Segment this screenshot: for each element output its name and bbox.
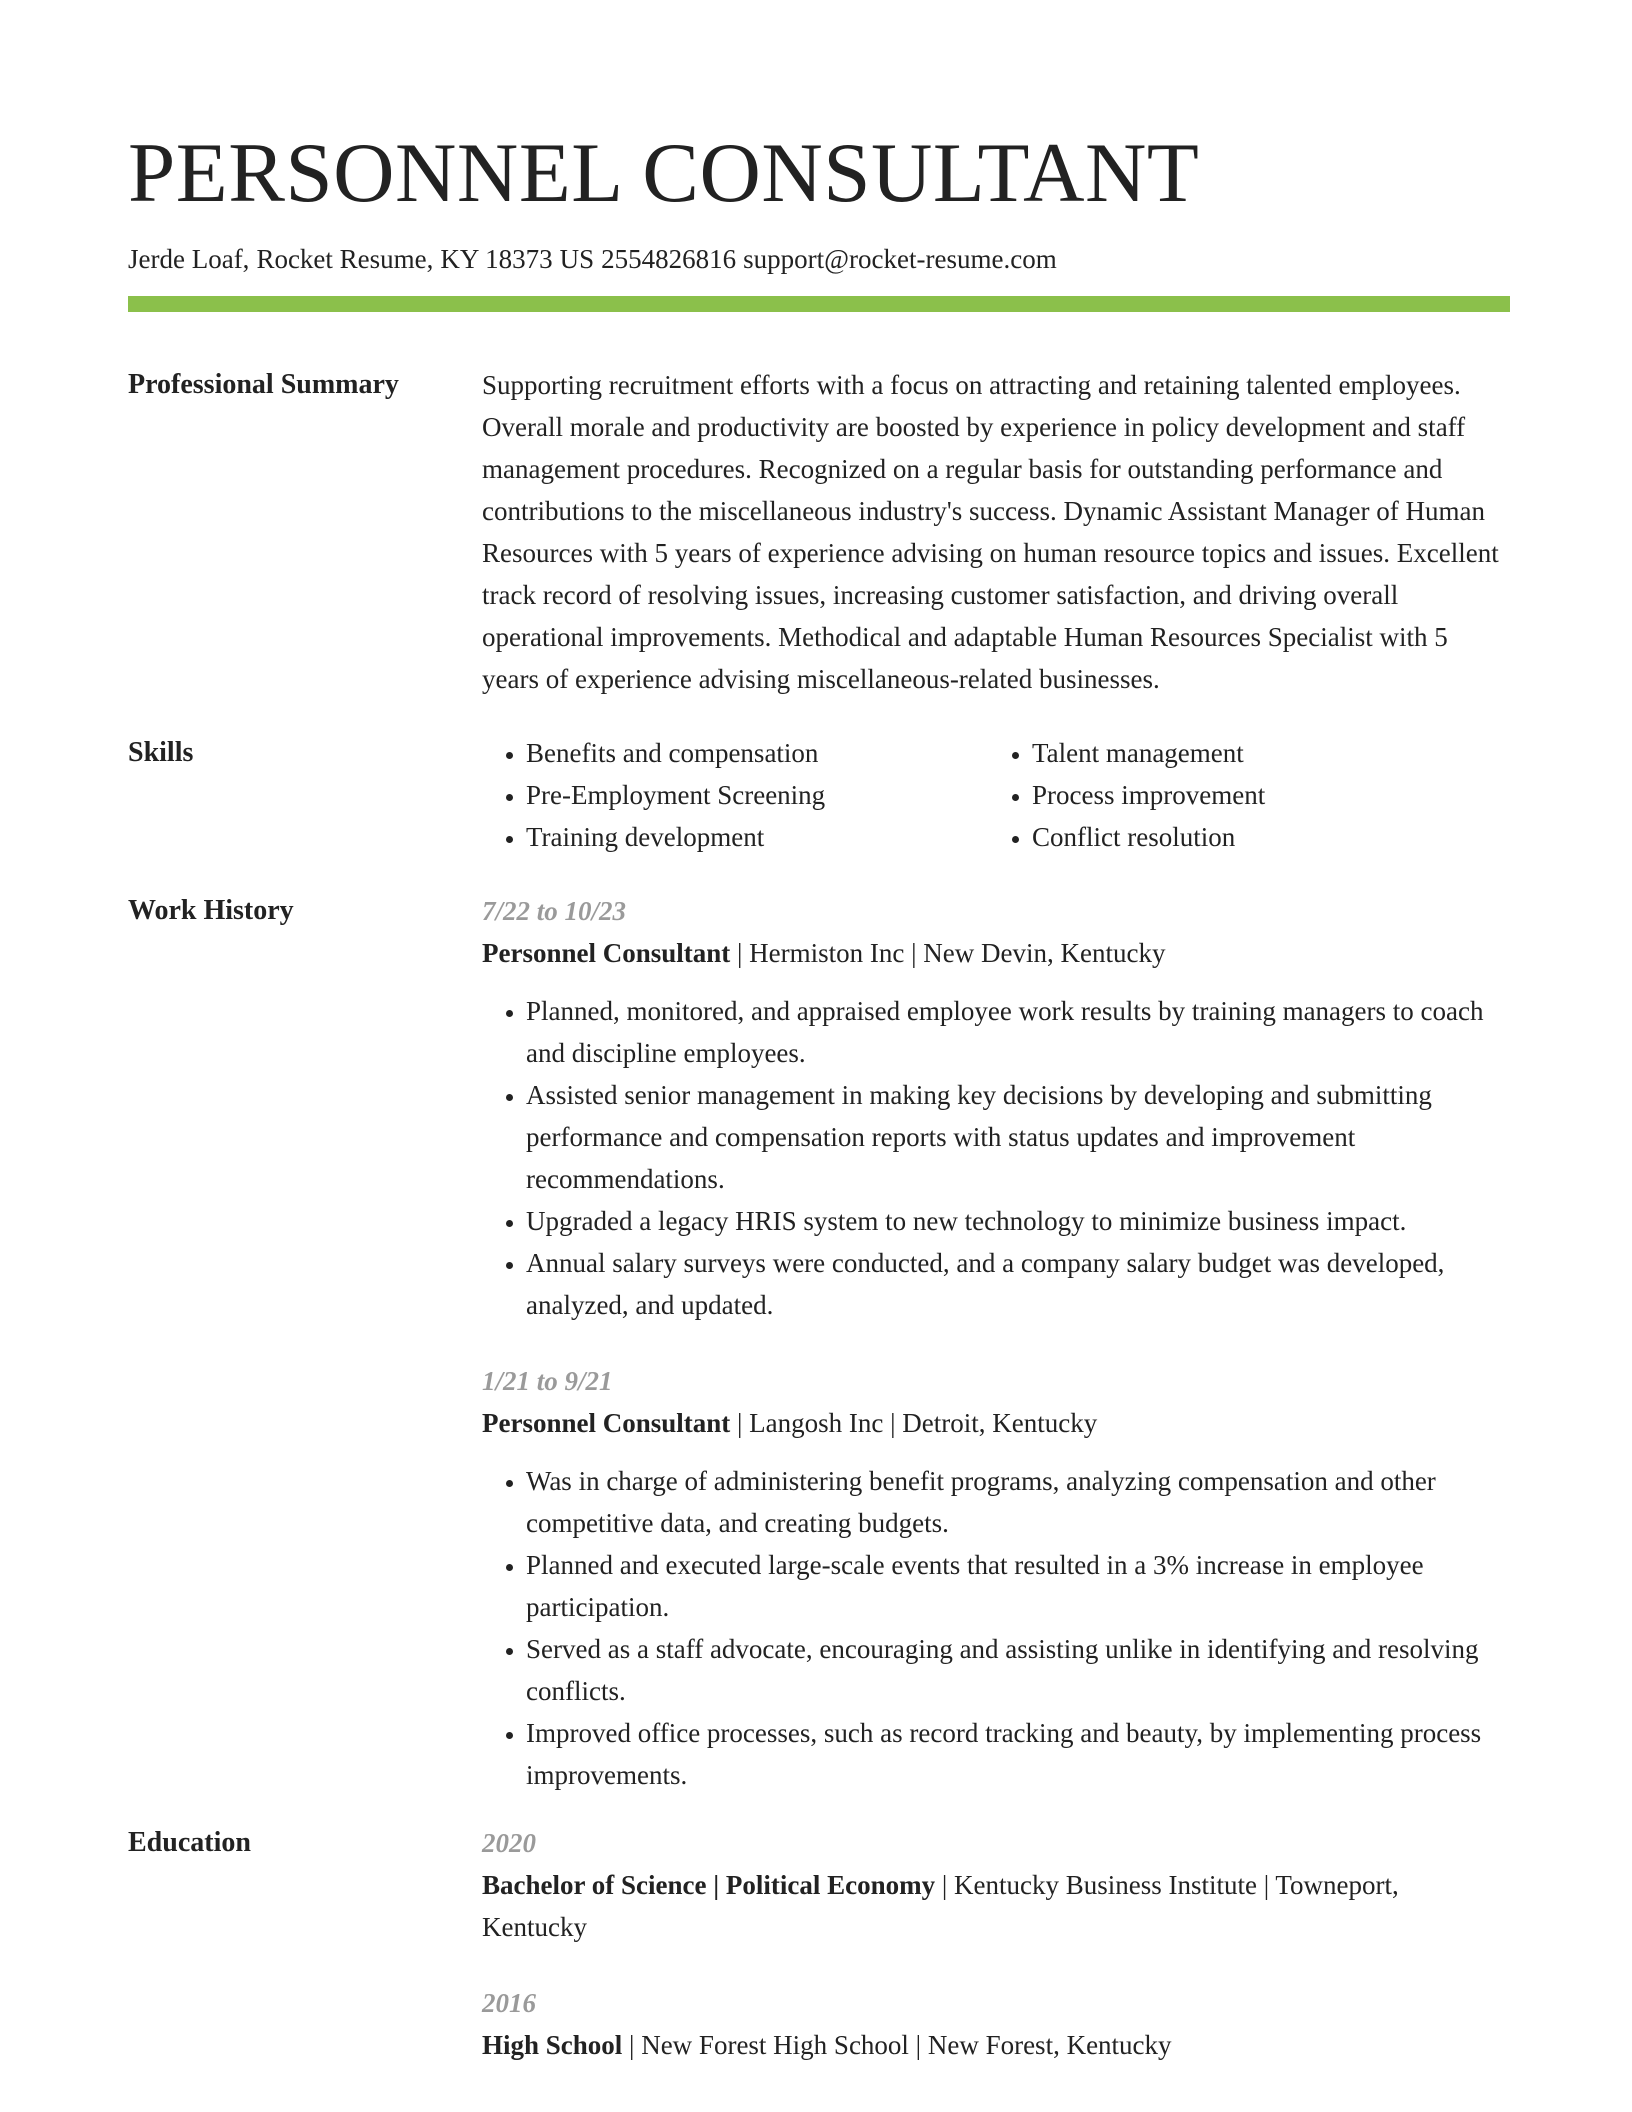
contact-line	[128, 242, 1510, 276]
skill-item: • Talent management	[1032, 732, 1494, 774]
summary-heading: Professional Summary	[128, 369, 399, 400]
education-section	[128, 1822, 1510, 2066]
job-bullet: • Upgraded a legacy HRIS system to new technology to minimize business impact.	[526, 1200, 1510, 1242]
job-dates: 7/22 to 10/23	[482, 896, 627, 926]
contact-city: Rocket Resume,	[256, 244, 434, 274]
education-entry	[482, 1982, 1510, 2066]
education-degree: High School	[482, 2030, 623, 2060]
job-bullet: • Assisted senior management in making key decisions by developing and submitting performance and compensation reports with status updates and improvement recommendations.	[526, 1074, 1510, 1200]
education-heading: Education	[128, 1827, 251, 1858]
contact-phone: 2554826816	[601, 244, 737, 274]
summary-section	[128, 364, 1510, 700]
skill-item: • Conflict resolution	[1032, 816, 1494, 858]
skill-item: • Pre-Employment Screening	[526, 774, 988, 816]
skills-heading: Skills	[128, 737, 194, 768]
education-entry	[482, 1822, 1510, 1948]
contact-country: US	[559, 244, 595, 274]
job-role-line	[482, 1402, 1510, 1444]
job-title: Personnel Consultant	[482, 938, 731, 968]
job-bullet: • Annual salary surveys were conducted, and a company salary budget was developed, analyzed, and updated.	[526, 1242, 1510, 1326]
accent-rule	[128, 296, 1510, 312]
job-bullet: • Was in charge of administering benefit programs, analyzing compensation and other competitive data, and creating budgets.	[526, 1460, 1510, 1544]
resume-page	[128, 0, 1510, 2066]
job-entry	[482, 1360, 1510, 1796]
skill-item: • Process improvement	[1032, 774, 1494, 816]
job-company-location: | Langosh Inc | Detroit, Kentucky	[730, 1408, 1098, 1438]
job-company-location: | Hermiston Inc | New Devin, Kentucky	[730, 938, 1166, 968]
job-bullets	[482, 1460, 1510, 1796]
skill-item: • Benefits and compensation	[526, 732, 988, 774]
education-school-location: | Kentucky Business Institute | Towneport, Kentucky	[482, 1870, 1399, 1942]
skills-list-right	[988, 732, 1494, 858]
job-bullet: • Served as a staff advocate, encouraging and assisting unlike in identifying and resolving conflicts.	[526, 1628, 1510, 1712]
skills-list-left	[482, 732, 988, 858]
skills-section	[128, 732, 1510, 858]
job-bullet: • Planned and executed large-scale events that resulted in a 3% increase in employee participation.	[526, 1544, 1510, 1628]
education-line	[482, 2024, 1510, 2066]
education-school-location: | New Forest High School | New Forest, Kentucky	[622, 2030, 1172, 2060]
job-bullet: • Improved office processes, such as record tracking and beauty, by implementing process improvements.	[526, 1712, 1510, 1796]
job-entry	[482, 890, 1510, 1326]
job-bullets	[482, 990, 1510, 1326]
resume-title: PERSONNEL CONSULTANT	[128, 126, 1200, 220]
education-degree: Bachelor of Science | Political Economy	[482, 1870, 936, 1900]
contact-email: support@rocket-resume.com	[743, 244, 1057, 274]
job-dates: 1/21 to 9/21	[482, 1366, 613, 1396]
education-line	[482, 1864, 1510, 1948]
education-year: 2020	[482, 1828, 536, 1858]
summary-text: Supporting recruitment efforts with a focus on attracting and retaining talented employees. Overall morale and productivity are boosted by experience in policy development and staff management procedures. Recognized on a regular basis for outstanding performance and contributions to the miscellaneous industry's success. Dynamic Assistant Manager of Human Resources with 5 years of experience advising on human resource topics and issues. Excellent track record of resolving issues, increasing customer satisfaction, and driving overall operational improvements. Methodical and adaptable Human Resources Specialist with 5 years of experience advising miscellaneous-related businesses.	[482, 370, 1499, 694]
education-year: 2016	[482, 1988, 536, 2018]
contact-state-zip: KY 18373	[440, 244, 553, 274]
job-bullet: • Planned, monitored, and appraised employee work results by training managers to coach and discipline employees.	[526, 990, 1510, 1074]
work-history-heading: Work History	[128, 895, 294, 926]
job-role-line	[482, 932, 1510, 974]
work-history-section	[128, 890, 1510, 1796]
job-title: Personnel Consultant	[482, 1408, 731, 1438]
contact-name: Jerde Loaf,	[128, 244, 250, 274]
skill-item: • Training development	[526, 816, 988, 858]
